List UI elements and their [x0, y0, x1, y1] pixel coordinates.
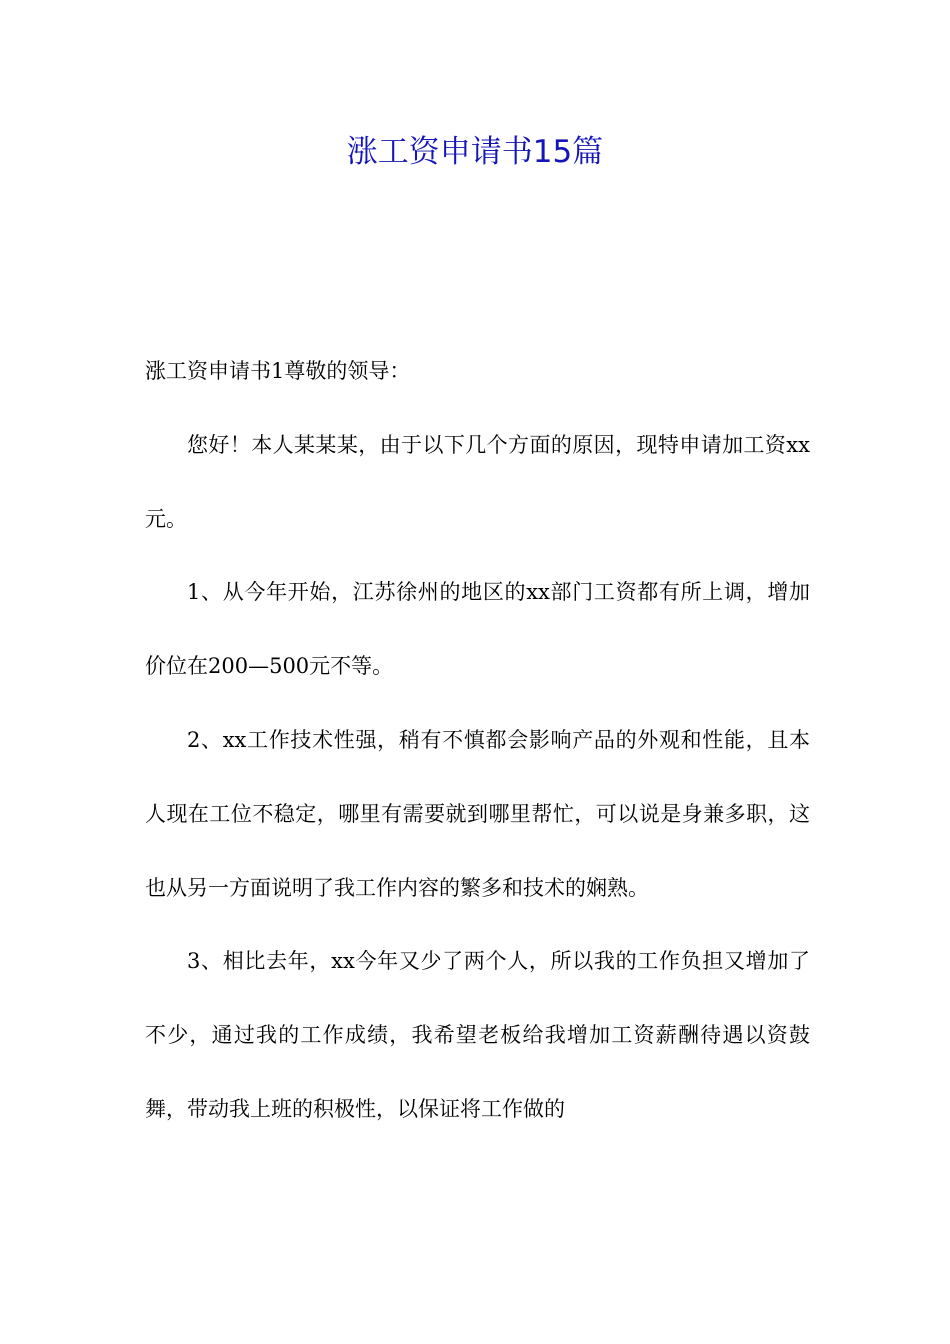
salutation-paragraph: 涨工资申请书1尊敬的领导：: [145, 359, 411, 383]
reason-paragraph-1: 1、从今年开始，江苏徐州的地区的xx部门工资都有所上调，增加价位在200—500元不等。: [145, 580, 810, 679]
reason-paragraph-3: 3、相比去年，xx今年又少了两个人，所以我的工作负担又增加了不少，通过我的工作成绩，我希望老板给我增加工资薪酬待遇以资鼓舞，带动我上班的积极性，以保证将工作做的: [145, 949, 810, 1121]
document-body: [145, 335, 810, 1147]
page-title: 涨工资申请书15篇: [346, 134, 604, 170]
reason-paragraph-2: 2、xx工作技术性强，稍有不慎都会影响产品的外观和性能，且本人现在工位不稳定，哪里有需要就到哪里帮忙，可以说是身兼多职，这也从另一方面说明了我工作内容的繁多和技术的娴熟。: [145, 727, 810, 900]
greeting-paragraph: 您好！本人某某某，由于以下几个方面的原因，现特申请加工资xx元。: [145, 432, 810, 531]
